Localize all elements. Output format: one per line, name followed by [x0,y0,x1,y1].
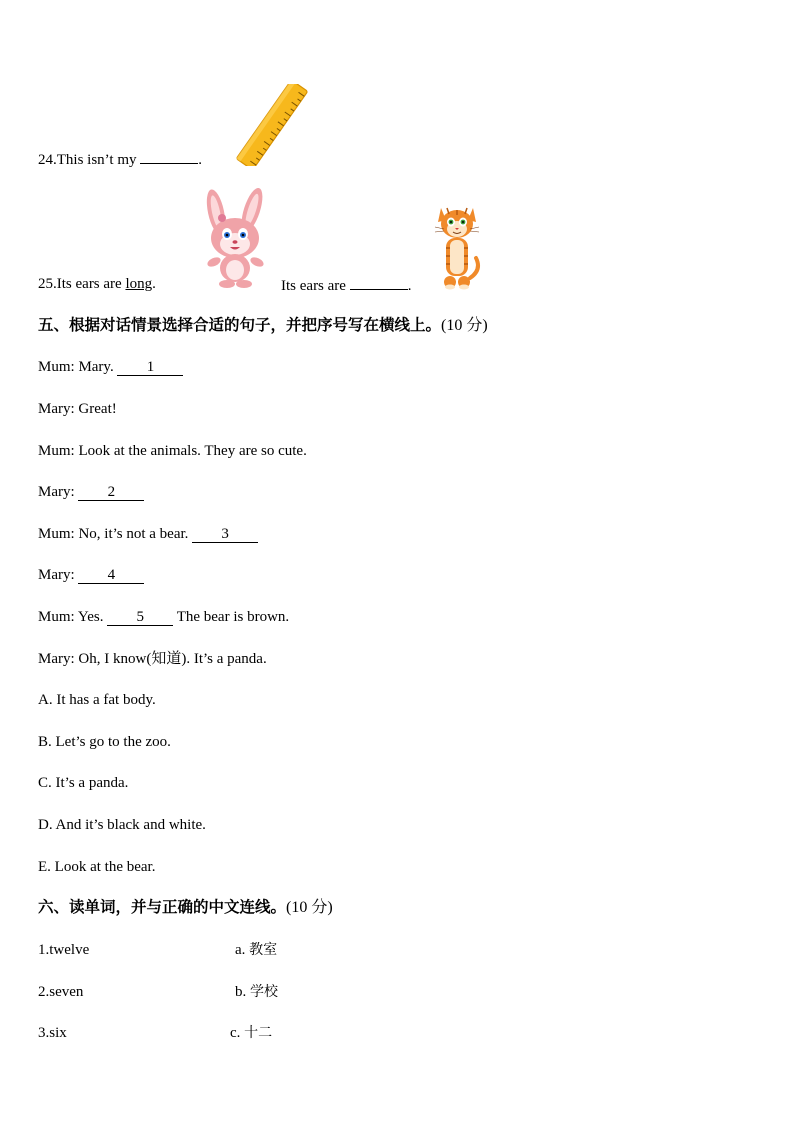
dialogue-speaker: Mum: [38,443,75,459]
question-24 [38,148,202,170]
ruler-picture [236,84,308,166]
answer-number: 5 [136,609,144,625]
dialogue-speaker: Mary: [38,484,75,500]
dialogue-speaker: Mary: [38,651,75,667]
dialogue-speaker: Mary: [38,567,75,583]
meaning-chinese: 教室 [249,942,278,958]
match-word-3[interactable]: 3.six [38,1025,67,1041]
dialogue-line-2 [38,399,117,419]
answer-blank-1[interactable] [117,359,183,376]
match-meaning-b[interactable] [235,982,278,1002]
dialogue-line-1 [38,357,183,377]
cat-picture [432,200,482,292]
dialogue-line-4 [38,482,144,502]
dialogue-line-7 [38,607,289,627]
question-25-text-1-end: . [152,276,156,292]
option-a: A. It has a fat body. [38,692,156,708]
answer-blank-2[interactable] [78,484,144,501]
meaning-chinese: 学校 [250,984,278,1000]
question-25-text-1: 25.Its ears are [38,276,126,292]
match-word-2[interactable]: 2.seven [38,984,84,1000]
section-6-title: 六、读单词，并与正确的中文连线。 [38,898,287,916]
section-5-score: (10 分) [441,317,488,334]
section-6-heading [38,897,333,918]
question-25 [38,274,156,294]
meaning-letter: a. [235,942,246,958]
dialogue-line-6 [38,565,144,585]
answer-number: 1 [146,359,155,375]
question-24-end: . [198,152,202,168]
option-d: D. And it’s black and white. [38,817,206,833]
dialogue-text: Great! [78,401,117,417]
answer-blank-24[interactable] [140,148,198,164]
option-c: C. It’s a panda. [38,775,129,791]
answer-blank-5[interactable] [107,609,173,626]
dialogue-speaker: Mum: [38,359,75,375]
section-5-heading [38,315,488,336]
question-25-part-2 [281,274,411,296]
meaning-chinese: 十二 [244,1025,273,1041]
option-b: B. Let’s go to the zoo. [38,734,171,750]
dialogue-speaker: Mum: [38,526,75,542]
dialogue-text: Yes. [77,609,108,625]
dialogue-line-8 [38,649,267,669]
dialogue-speaker: Mum: [38,609,75,625]
dialogue-line-5 [38,524,258,544]
question-25-underlined-word: long [125,276,153,292]
answer-blank-3[interactable] [192,526,258,543]
section-6-score: (10 分) [286,899,333,916]
dialogue-text-after: The bear is brown. [173,609,290,625]
option-e: E. Look at the bear. [38,859,156,875]
rabbit-picture [192,188,274,290]
meaning-letter: c. [230,1025,241,1041]
section-5-title: 五、根据对话情景选择合适的句子，并把序号写在横线上。 [38,316,442,334]
answer-number: 4 [107,567,116,583]
meaning-letter: b. [235,984,247,1000]
dialogue-speaker: Mary: [38,401,75,417]
answer-number: 2 [107,484,116,500]
answer-number: 3 [221,526,229,542]
question-25-text-2: Its ears are [281,278,350,294]
question-25-end: . [407,278,412,294]
dialogue-text: No, it’s not a bear. [78,526,193,542]
dialogue-line-3 [38,441,307,461]
dialogue-text: Mary. [78,359,118,375]
match-word-1[interactable]: 1.twelve [38,942,90,958]
answer-blank-25[interactable] [350,274,408,290]
dialogue-text: Oh, I know(知道). It’s a panda. [78,651,267,667]
answer-blank-4[interactable] [78,567,144,584]
question-24-text: 24.This isn’t my [38,152,141,168]
match-meaning-c[interactable] [230,1023,272,1043]
match-meaning-a[interactable] [235,940,277,960]
dialogue-text: Look at the animals. They are so cute. [78,443,307,459]
